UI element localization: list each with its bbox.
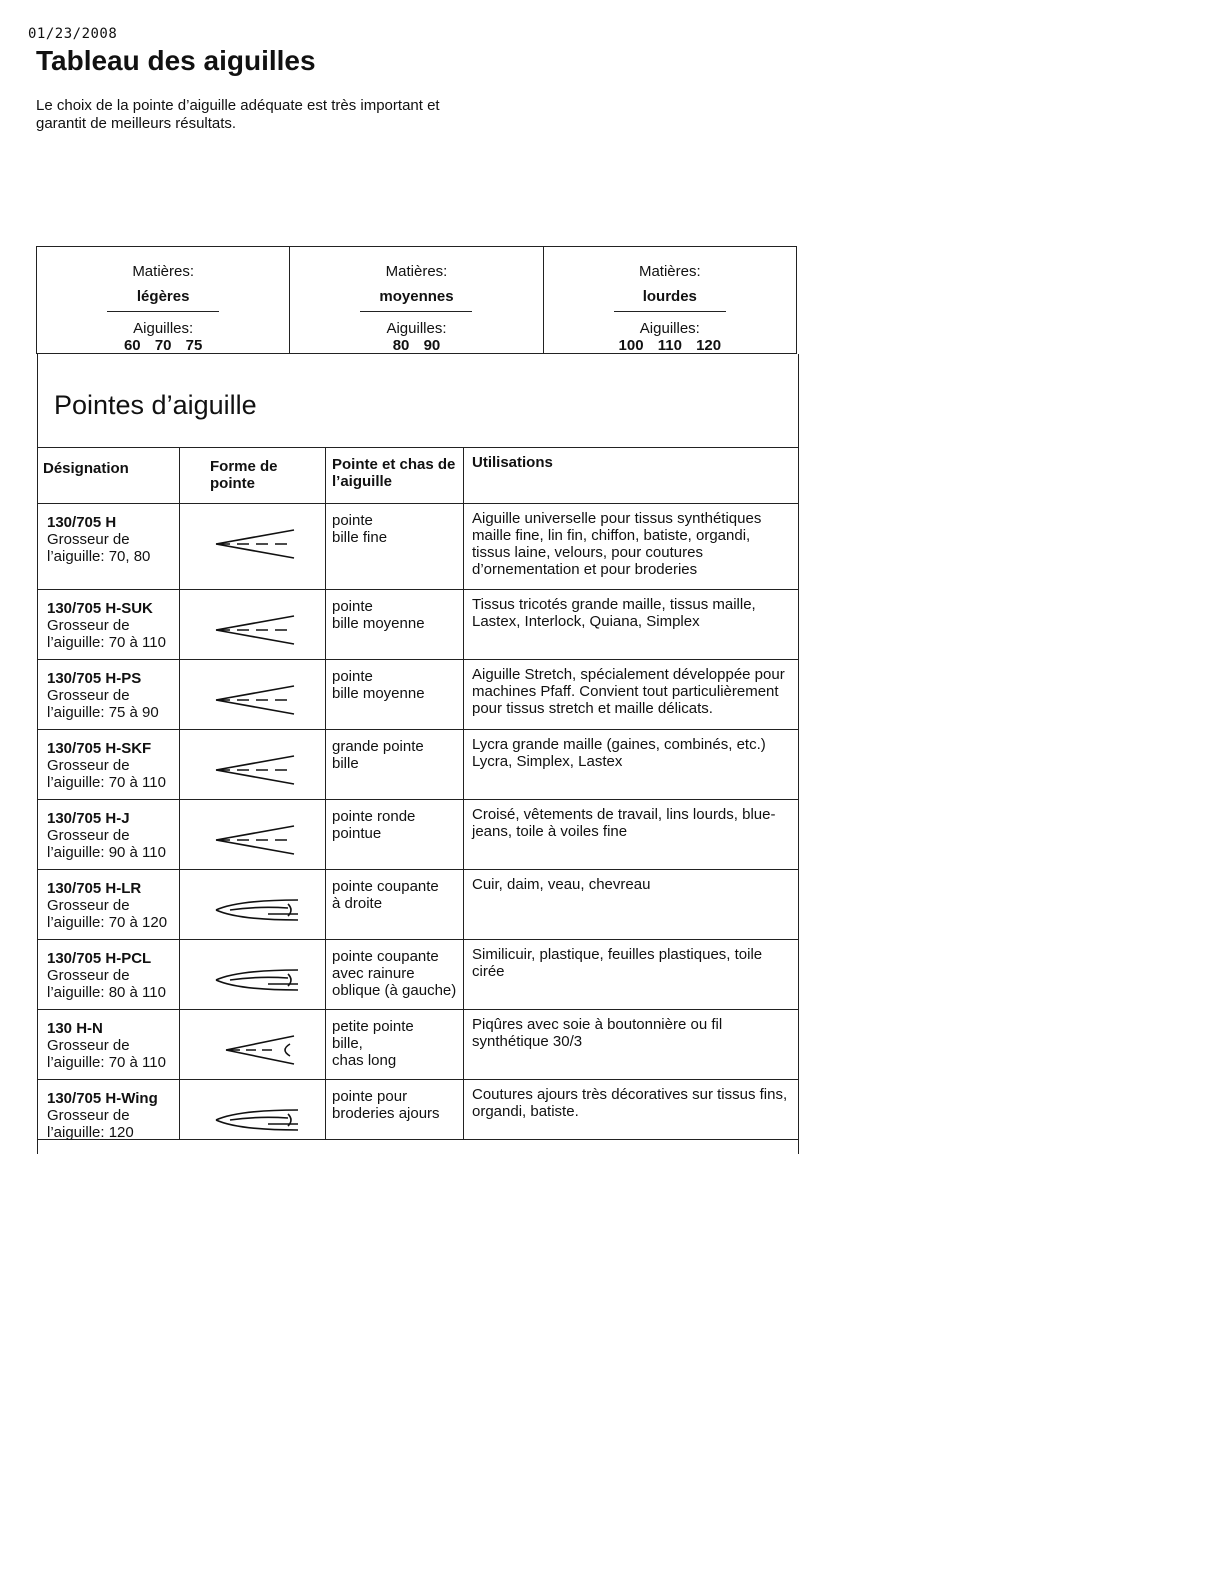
needle-size: Grosseur de l’aiguille: 75 à 90: [47, 687, 159, 721]
cell-forme: [180, 1080, 326, 1139]
table-row: [38, 504, 798, 590]
header-utilisations: Utilisations: [472, 454, 553, 471]
cell-pointe: grande pointe bille: [326, 730, 464, 799]
cell-usage: Lycra grande maille (gaines, combinés, etc.) Lycra, Simplex, Lastex: [472, 736, 766, 770]
needle-size: Grosseur de l’aiguille: 90 à 110: [47, 827, 166, 861]
header-forme: Forme de pointe: [180, 448, 326, 503]
cell-forme: [180, 590, 326, 659]
cell-designation: [38, 940, 180, 1009]
cell-pointe: pointe bille moyenne: [326, 590, 464, 659]
cell-pointe: pointe coupante à droite: [326, 870, 464, 939]
cell-designation: [38, 1010, 180, 1079]
needle-size: Grosseur de l’aiguille: 70 à 110: [47, 1037, 166, 1071]
cell-usage: Similicuir, plastique, feuilles plastiques, toile cirée: [472, 946, 763, 980]
divider: [614, 311, 726, 312]
cell-pointe: petite pointe bille, chas long: [326, 1010, 464, 1079]
needle-points-table: [37, 354, 799, 1154]
materials-medium: [290, 247, 543, 353]
needle-ball-medium-icon: [208, 610, 304, 650]
needle-size: Grosseur de l’aiguille: 70 à 120: [47, 897, 168, 931]
needle-cutting-left-icon: [208, 960, 304, 1000]
document-date: 01/23/2008: [28, 26, 118, 42]
table-body: [38, 504, 798, 1140]
needle-cutting-right-icon: [208, 890, 304, 930]
needle-size: Grosseur de l’aiguille: 70, 80: [47, 531, 151, 565]
needles-label: Aiguilles:: [133, 320, 194, 337]
cell-designation: [38, 870, 180, 939]
table-row: [38, 940, 798, 1010]
needle-size: Grosseur de l’aiguille: 80 à 110: [47, 967, 166, 1001]
cell-forme: [180, 504, 326, 589]
materials-heavy: [544, 247, 796, 353]
cell-forme: [180, 870, 326, 939]
section-title: Pointes d’aiguille: [38, 354, 798, 448]
cell-usage: Coutures ajours très décoratives sur tissus fins, organdi, batiste.: [472, 1086, 788, 1120]
table-row: [38, 1080, 798, 1140]
materials-label: Matières:: [385, 263, 448, 280]
cell-designation: [38, 590, 180, 659]
materials-weight: légères: [136, 288, 190, 305]
designation: 130/705 H-SKF: [47, 740, 152, 757]
needle-long-eye-icon: [208, 1030, 304, 1070]
cell-pointe: pointe pour broderies ajours: [326, 1080, 464, 1139]
cell-usage: Croisé, vêtements de travail, lins lourds, blue-jeans, toile à voiles fine: [472, 806, 776, 840]
materials-label: Matières:: [638, 263, 701, 280]
cell-pointe: pointe coupante avec rainure oblique (à gauche): [326, 940, 464, 1009]
designation: 130/705 H: [47, 514, 117, 531]
table-row: [38, 660, 798, 730]
header-pointe: Pointe et chas de l’aiguille: [326, 448, 464, 503]
designation: 130/705 H-PS: [47, 670, 142, 687]
table-row: [38, 870, 798, 940]
cell-designation: [38, 800, 180, 869]
designation: 130/705 H-Wing: [47, 1090, 158, 1107]
header-designation: Désignation: [38, 448, 180, 503]
cell-designation: [38, 660, 180, 729]
needle-sizes: 60 70 75: [123, 337, 203, 354]
needles-label: Aiguilles:: [386, 320, 447, 337]
designation: 130 H-N: [47, 1020, 103, 1037]
cell-forme: [180, 660, 326, 729]
cell-designation: [38, 504, 180, 589]
divider: [360, 311, 472, 312]
cell-usage: Tissus tricotés grande maille, tissus maille, Lastex, Interlock, Quiana, Simplex: [472, 596, 756, 630]
needle-stretch-icon: [208, 680, 304, 720]
page-title: Tableau des aiguilles: [36, 45, 316, 76]
cell-designation: [38, 1080, 180, 1139]
table-row: [38, 730, 798, 800]
designation: 130/705 H-LR: [47, 880, 142, 897]
designation: 130/705 H-SUK: [47, 600, 153, 617]
cell-usage: Cuir, daim, veau, chevreau: [472, 876, 651, 893]
needle-ball-fine-icon: [208, 524, 304, 564]
cell-forme: [180, 1010, 326, 1079]
cell-usage: Aiguille Stretch, spécialement développée pour machines Pfaff. Convient tout particulièrement pour tissus stretch et maille délicats.: [472, 666, 785, 717]
cell-designation: [38, 730, 180, 799]
title-clip: [36, 45, 436, 76]
cell-pointe: pointe bille moyenne: [326, 660, 464, 729]
materials-weight: moyennes: [379, 288, 454, 305]
materials-table: [36, 246, 797, 354]
cell-usage: Piqûres avec soie à boutonnière ou fil synthétique 30/3: [472, 1016, 723, 1050]
cell-usage: Aiguille universelle pour tissus synthétiques maille fine, lin fin, chiffon, batiste, organdi, tissus laine, velours, pour coutures d’ornementation et pour broderies: [472, 510, 762, 578]
table-row: [38, 1010, 798, 1080]
needle-size: Grosseur de l’aiguille: 120: [47, 1107, 134, 1141]
materials-label: Matières:: [132, 263, 194, 280]
cell-pointe: pointe bille fine: [326, 504, 464, 589]
table-row: [38, 590, 798, 660]
cell-pointe: pointe ronde pointue: [326, 800, 464, 869]
divider: [107, 311, 219, 312]
materials-weight: lourdes: [642, 288, 697, 305]
needle-sizes: 100 110 120: [618, 337, 722, 354]
needle-size: Grosseur de l’aiguille: 70 à 110: [47, 617, 166, 651]
needle-sizes: 80 90: [392, 337, 441, 354]
designation: 130/705 H-PCL: [47, 950, 152, 967]
needle-size: Grosseur de l’aiguille: 70 à 110: [47, 757, 166, 791]
cell-forme: [180, 730, 326, 799]
cell-forme: [180, 940, 326, 1009]
needles-label: Aiguilles:: [639, 320, 700, 337]
intro-paragraph: Le choix de la pointe d’aiguille adéquate est très important et garantit de meilleurs résultats.: [36, 97, 440, 132]
needle-wing-icon: [208, 1100, 304, 1140]
table-header: [38, 448, 798, 504]
needle-large-ball-icon: [208, 750, 304, 790]
designation: 130/705 H-J: [47, 810, 130, 827]
needle-sharp-icon: [208, 820, 304, 860]
needle-chart: [36, 246, 811, 1141]
materials-light: [37, 247, 290, 353]
cell-forme: [180, 800, 326, 869]
table-row: [38, 800, 798, 870]
